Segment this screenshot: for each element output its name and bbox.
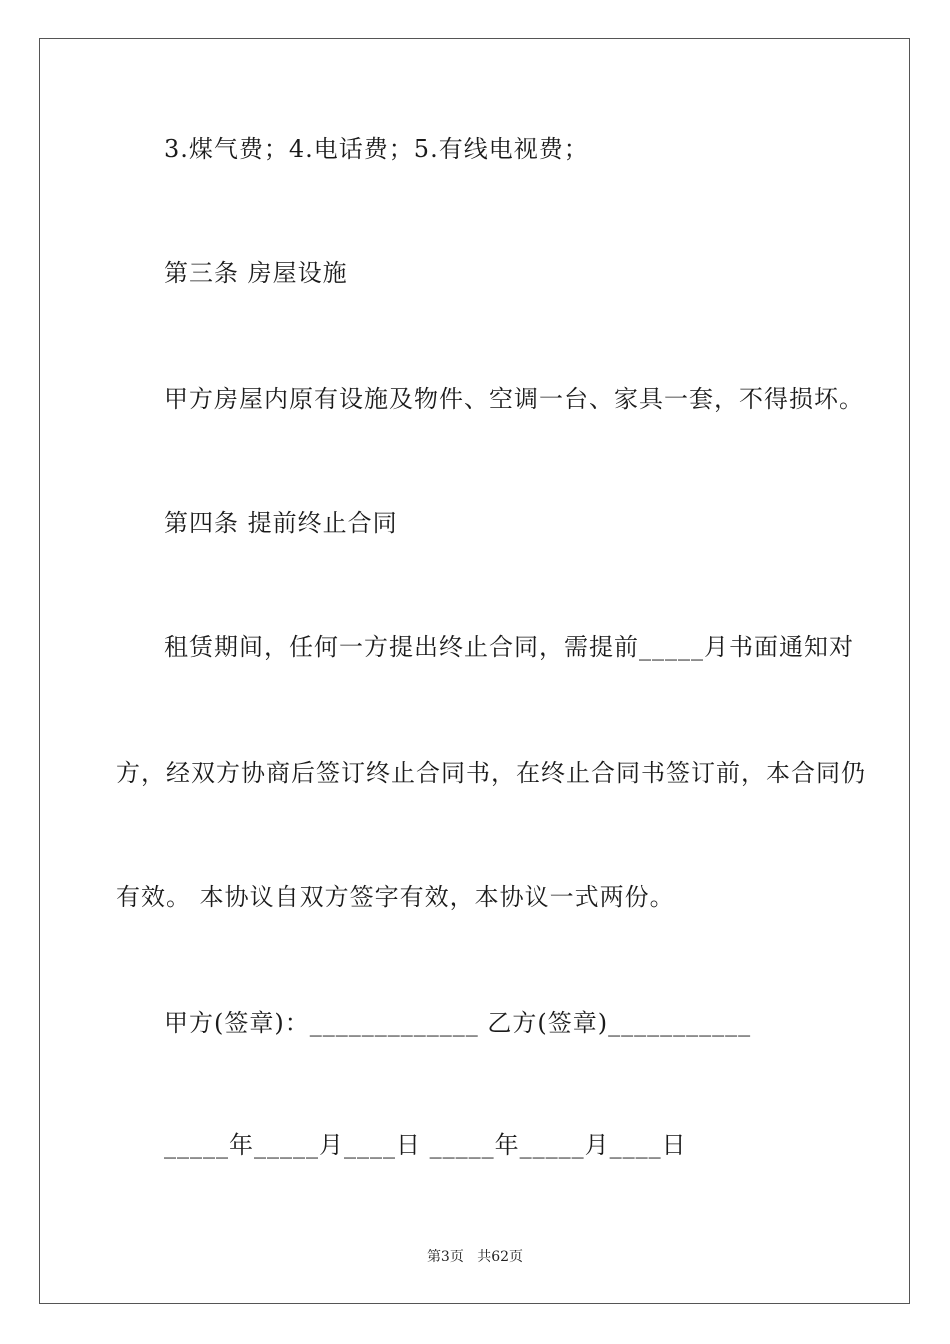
article-three-body: 甲方房屋内原有设施及物件、空调一台、家具一套，不得损坏。 [164, 385, 864, 413]
article-three-heading: 第三条 房屋设施 [164, 259, 348, 287]
page-total: 共62页 [477, 1249, 524, 1265]
article-four-heading: 第四条 提前终止合同 [164, 509, 398, 537]
article-four-body-line-1: 租赁期间，任何一方提出终止合同，需提前_____月书面通知对 [164, 633, 854, 661]
page-border [39, 38, 910, 1304]
page-footer [0, 1248, 950, 1266]
article-four-body-line-3: 有效。 本协议自双方签字有效，本协议一式两份。 [116, 883, 675, 911]
page-number: 第3页 [426, 1249, 464, 1265]
signature-line: 甲方(签章)：_____________ 乙方(签章)___________ [164, 1009, 752, 1037]
date-line: _____年_____月____日 _____年_____月____日 [164, 1131, 687, 1159]
fee-items-line: 3.煤气费；4.电话费；5.有线电视费； [164, 135, 589, 163]
article-four-body-line-2: 方，经双方协商后签订终止合同书，在终止合同书签订前，本合同仍 [116, 759, 866, 787]
